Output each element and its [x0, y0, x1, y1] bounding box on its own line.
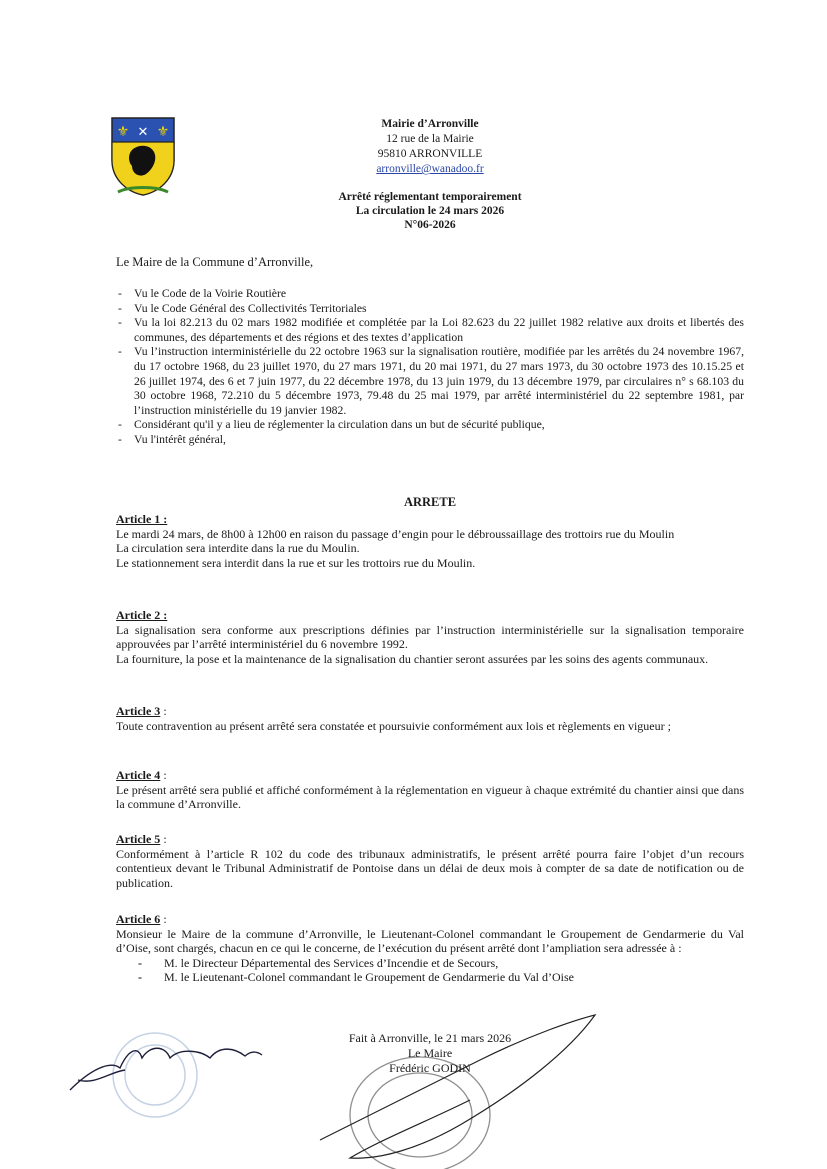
- article-paragraph: Le mardi 24 mars, de 8h00 à 12h00 en raison du passage d’engin pour le débroussaillage des trottoirs rue du Moulin: [116, 526, 675, 541]
- article-heading: Article 1 :: [116, 512, 168, 526]
- article-heading: Article 2 :: [116, 608, 168, 622]
- consideration-item: - Vu la loi 82.213 du 02 mars 1982 modifiée et complétée par la Loi 82.623 du 22 juillet 1982 relative aux droits et libertés des communes, des départements et des régions et des textes d’application: [116, 316, 744, 345]
- consideration-item: - Vu l’instruction interministérielle du 22 octobre 1963 sur la signalisation routière, modifiée par les arrêtés du 24 novembre 1967, du 17 octobre 1968, du 23 juillet 1970, du 27 mars 1971, du 20 mai 1971, du 27 mars 1973, du 30 octobre 1973 des 10.15.25 et 26 juillet 1974, des 6 et 7 juin 1977, du 22 décembre 1978, du 13 juin 1979, du 13 décembre 1979, par circulaires n° s 68.103 du 30 octobre 1968, 72.210 du 5 décembre 1973, 79.48 du 25 mai 1979, par arrêté interministériel du 22 septembre 1981, par l’instruction ministérielle du 19 janvier 1982.: [116, 345, 744, 418]
- article-paragraph: La circulation sera interdite dans la rue du Moulin.: [116, 541, 360, 555]
- mairie-email-link[interactable]: arronville@wanadoo.fr: [376, 163, 484, 175]
- left-stamp: [113, 1033, 197, 1117]
- considerations-list: [116, 287, 744, 448]
- article-heading-colon: :: [160, 704, 167, 718]
- article-2: [116, 608, 744, 666]
- article-heading: Article 3: [116, 704, 161, 718]
- consideration-item: - Vu le Code de la Voirie Routière: [116, 287, 744, 302]
- article-heading: Article 4: [116, 768, 161, 782]
- svg-text:⚜: ⚜: [156, 125, 170, 140]
- left-handwritten-signature: [70, 1048, 262, 1090]
- article-paragraph: Toute contravention au présent arrêté sera constatée et poursuivie conformément aux lois et règlements en vigueur ;: [116, 718, 671, 733]
- article-heading-colon: :: [160, 768, 167, 782]
- article-paragraph: Le présent arrêté sera publié et affiché conformément à la réglementation en vigueur à chaque extrémité du chantier ainsi que dans la commune d’Arronville.: [116, 782, 744, 811]
- recipient-item: - M. le Directeur Départemental des Services d’Incendie et de Secours,: [116, 956, 744, 971]
- article-6: [116, 912, 744, 985]
- document-title: [250, 190, 610, 232]
- article-1: [116, 512, 744, 570]
- mairie-address: 12 rue de la Mairie: [386, 133, 474, 145]
- signature-block: [300, 1031, 560, 1076]
- signature-name: Frédéric GODIN: [389, 1061, 471, 1075]
- mairie-city: 95810 ARRONVILLE: [377, 148, 483, 160]
- article-paragraph: Monsieur le Maire de la commune d’Arronville, le Lieutenant-Colonel commandant le Groupement de Gendarmerie du Val d’Oise, sont chargés, chacun en ce qui le concerne, de l’exécution du présent arrêté dont l’ampliation sera adressée à :: [116, 926, 744, 955]
- article-heading: Article 6: [116, 912, 161, 926]
- svg-text:⚜: ⚜: [116, 125, 130, 140]
- consideration-item: - Vu le Code Général des Collectivités Territoriales: [116, 302, 744, 317]
- decree-number: N°06-2026: [404, 219, 456, 231]
- article-heading-colon: :: [160, 832, 167, 846]
- article-paragraph: Le stationnement sera interdit dans la rue et sur les trottoirs rue du Moulin.: [116, 555, 476, 570]
- mairie-name: Mairie d’Arronville: [381, 118, 479, 130]
- article-heading: Article 5: [116, 832, 161, 846]
- mairie-header: [250, 117, 610, 177]
- svg-text:✕: ✕: [137, 124, 149, 139]
- article-paragraph: Conformément à l’article R 102 du code des tribunaux administratifs, le présent arrêté pourra faire l’objet d’un recours contentieux devant le Tribunal Administratif de Pontoise dans un délai de deux mois à compter de sa date de notification ou de publication.: [116, 846, 744, 890]
- title-line-2: La circulation le 24 mars 2026: [355, 205, 505, 217]
- article-paragraph: La signalisation sera conforme aux prescriptions définies par l’instruction interministérielle sur la signalisation temporaire approuvées par l’arrêté interministériel du 6 novembre 1992.: [116, 622, 744, 651]
- article-5: [116, 832, 744, 890]
- recipient-item: - M. le Lieutenant-Colonel commandant le Groupement de Gendarmerie du Val d’Oise: [116, 970, 744, 985]
- consideration-item: - Vu l'intérêt général,: [116, 433, 744, 448]
- signature-place-date: Fait à Arronville, le 21 mars 2026: [348, 1031, 512, 1045]
- article-3: [116, 704, 744, 733]
- title-line-1: Arrêté réglementant temporairement: [338, 191, 522, 203]
- article-paragraph: La fourniture, la pose et la maintenance de la signalisation du chantier seront assurées par les soins des agents communaux.: [116, 651, 709, 666]
- recipients-list: [116, 956, 744, 985]
- signature-role: Le Maire: [407, 1046, 453, 1060]
- intro-line: Le Maire de la Commune d’Arronville,: [116, 255, 314, 269]
- article-heading-colon: :: [160, 912, 167, 926]
- consideration-item: - Considérant qu'il y a lieu de réglementer la circulation dans un but de sécurité publique,: [116, 418, 744, 433]
- arrete-heading: ARRETE: [403, 495, 457, 509]
- article-4: [116, 768, 744, 812]
- commune-crest: [110, 116, 176, 196]
